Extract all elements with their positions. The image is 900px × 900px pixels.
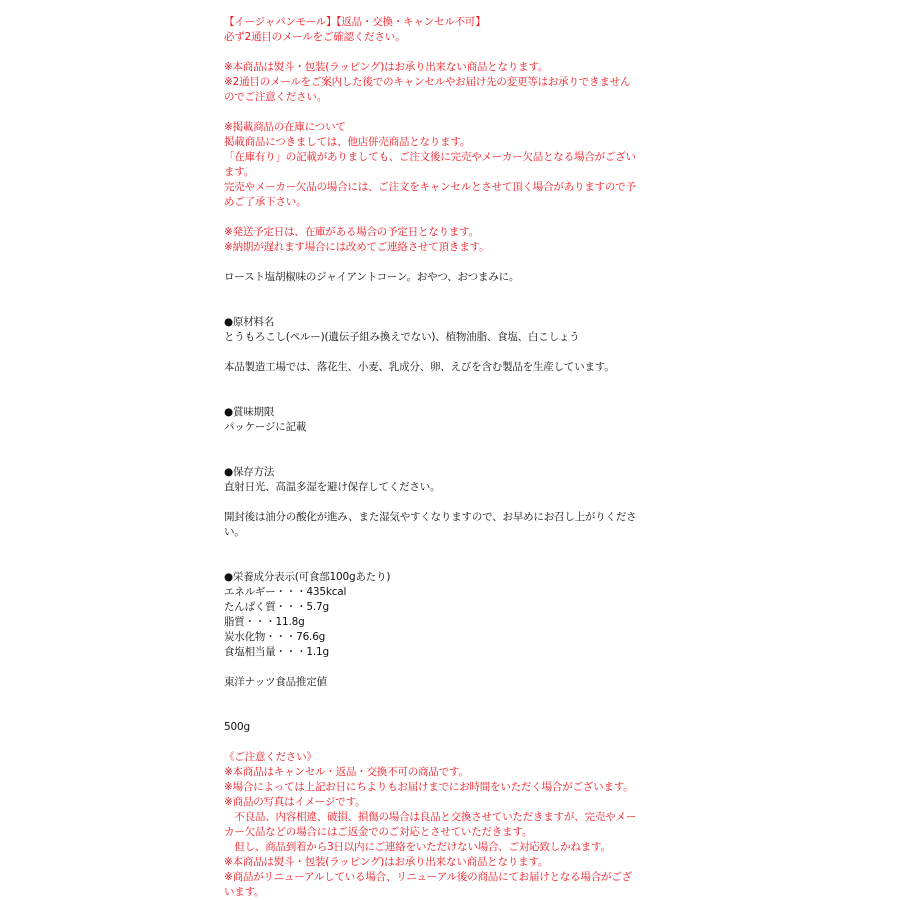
product-description-document xyxy=(224,15,644,900)
nutrition-row-energy: エネルギー・・・435kcal xyxy=(224,586,347,598)
shipping-notice-line: ※納期が遅れます場合には改めてご連絡させて頂きます。 xyxy=(224,241,490,253)
product-weight: 500g xyxy=(224,721,250,733)
wrapping-notice-line: のでご注意ください。 xyxy=(224,91,327,103)
caution-line: 但し、商品到着から3日以内にご連絡をいただけない場合、ご対応致しかねます。 xyxy=(224,841,611,853)
shipping-notice-line: ※発送予定日は、在庫がある場合の予定日となります。 xyxy=(224,226,479,238)
ingredients-text: とうもろこし(ペルー)(遺伝子組み換えでない)、植物油脂、食塩、白こしょう xyxy=(224,331,580,343)
caution-line: ※商品の写真はイメージです。 xyxy=(224,796,366,808)
spacer xyxy=(224,390,644,405)
spacer xyxy=(224,735,644,750)
caution-line: います。 xyxy=(224,886,265,898)
spacer xyxy=(224,300,644,315)
ingredients-heading: ●原材料名 xyxy=(224,316,275,328)
spacer xyxy=(224,495,644,510)
spacer xyxy=(224,105,644,120)
nutrition-row-carbohydrate: 炭水化物・・・76.6g xyxy=(224,631,326,643)
caution-line: ※本商品はキャンセル・返品・交換不可の商品です。 xyxy=(224,766,469,778)
nutrition-row-salt: 食塩相当量・・・1.1g xyxy=(224,646,329,658)
stock-notice-line: 「在庫有り」の記載がありましても、ご注文後に完売やメーカー欠品となる場合がござい xyxy=(224,151,636,163)
header-notice-line: 【イージャパンモール】【返品・交換・キャンセル不可】 xyxy=(224,16,486,28)
allergen-note: 本品製造工場では、落花生、小麦、乳成分、卵、えびを含む製品を生産しています。 xyxy=(224,361,615,373)
best-before-heading: ●賞味期限 xyxy=(224,406,275,418)
nutrition-row-protein: たんぱく質・・・5.7g xyxy=(224,601,329,613)
nutrition-row-fat: 脂質・・・11.8g xyxy=(224,616,305,628)
spacer xyxy=(224,45,644,60)
nutrition-heading: ●栄養成分表示(可食部100gあたり) xyxy=(224,571,391,583)
spacer xyxy=(224,555,644,570)
after-opening-text: い。 xyxy=(224,526,245,538)
wrapping-notice-line: ※2通目のメールをご案内した後でのキャンセルやお届け先の変更等はお承りできません xyxy=(224,76,631,88)
spacer xyxy=(224,345,644,360)
caution-line: ※商品がリニューアルしている場合、リニューアル後の商品にてお届けとなる場合がござ xyxy=(224,871,632,883)
storage-text: 直射日光、高温多湿を避け保存してください。 xyxy=(224,481,441,493)
caution-title: 《ご注意ください》 xyxy=(224,751,317,763)
confirm-email-notice: 必ず2通目のメールをご確認ください。 xyxy=(224,31,406,43)
spacer xyxy=(224,210,644,225)
spacer xyxy=(224,540,644,555)
nutrition-source: 東洋ナッツ食品推定値 xyxy=(224,676,327,688)
caution-line: 不良品、内容相違、破損、損傷の場合は良品と交換させていただきますが、完売やメー xyxy=(224,811,636,823)
spacer xyxy=(224,705,644,720)
wrapping-notice-line: ※本商品は熨斗・包装(ラッピング)はお承り出来ない商品となります。 xyxy=(224,61,549,73)
caution-line: ※本商品は熨斗・包装(ラッピング)はお承り出来ない商品となります。 xyxy=(224,856,549,868)
stock-notice-line: めご了承下さい。 xyxy=(224,196,307,208)
stock-notice-line: 掲載商品につきましては、他店併売商品となります。 xyxy=(224,136,471,148)
spacer xyxy=(224,285,644,300)
best-before-text: パッケージに記載 xyxy=(224,421,307,433)
spacer xyxy=(224,255,644,270)
spacer xyxy=(224,435,644,450)
caution-line: ※場合によっては上記お日にちよりもお届けまでにお時間をいただく場合がございます。 xyxy=(224,781,634,793)
spacer xyxy=(224,450,644,465)
stock-notice-line: ます。 xyxy=(224,166,255,178)
spacer xyxy=(224,375,644,390)
stock-notice-title: ※掲載商品の在庫について xyxy=(224,121,346,133)
spacer xyxy=(224,690,644,705)
stock-notice-line: 完売やメーカー欠品の場合には、ご注文をキャンセルとさせて頂く場合がありますので予 xyxy=(224,181,636,193)
spacer xyxy=(224,660,644,675)
after-opening-text: 開封後は油分の酸化が進み、また湿気やすくなりますので、お早めにお召し上がりくださ xyxy=(224,511,637,523)
product-description: ロースト塩胡椒味のジャイアントコーン。おやつ、おつまみに。 xyxy=(224,271,520,283)
caution-line: カー欠品などの場合にはご返金でのご対応とさせていただきます。 xyxy=(224,826,533,838)
storage-heading: ●保存方法 xyxy=(224,466,275,478)
